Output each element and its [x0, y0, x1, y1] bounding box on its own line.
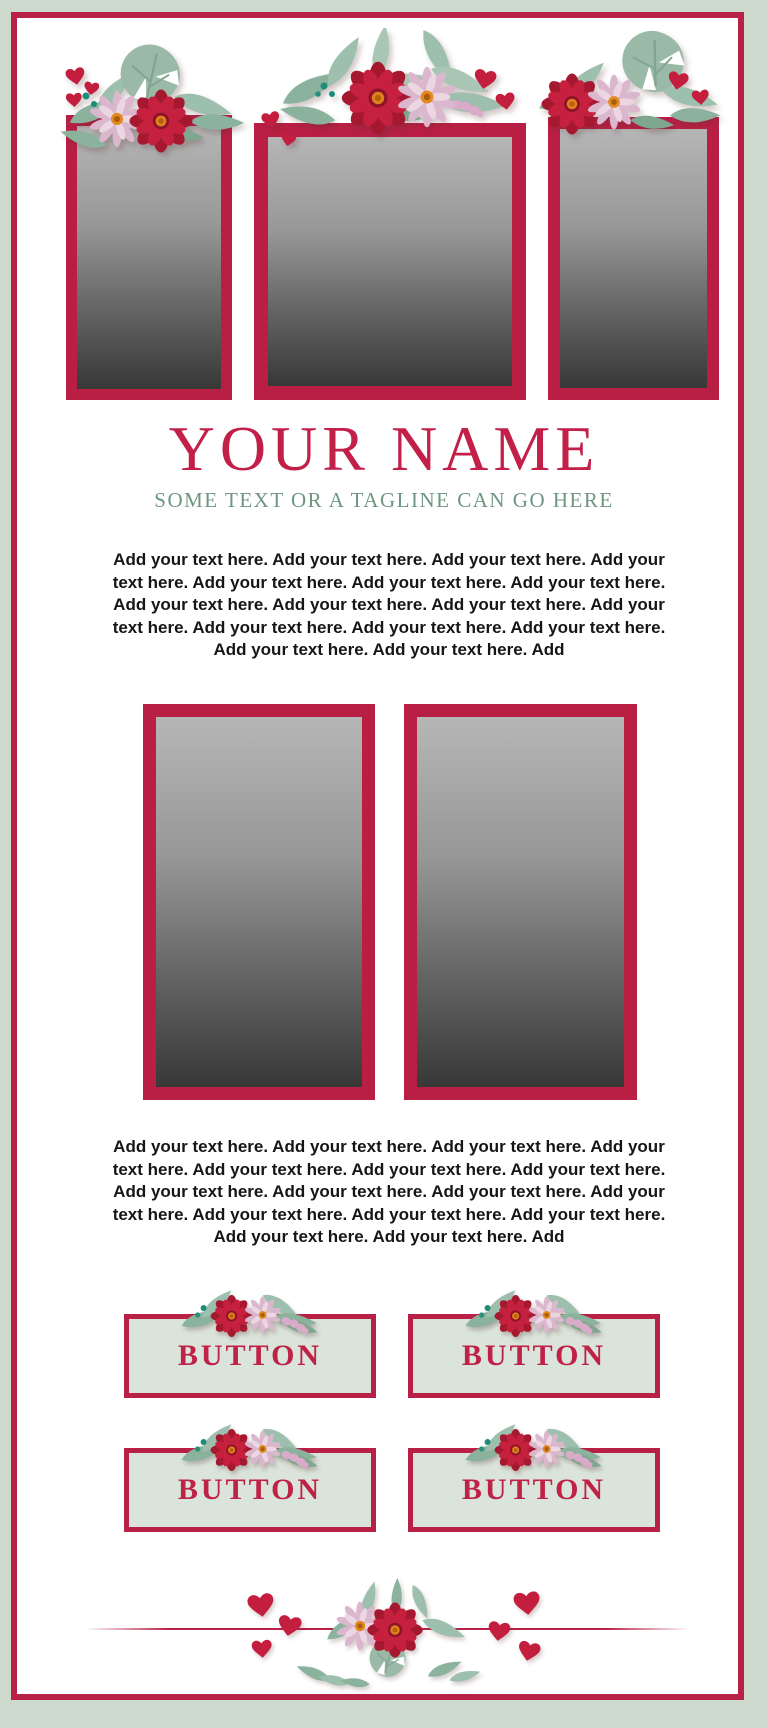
body-paragraph-1: Add your text here. Add your text here. Add your text here. Add your text here. Add your text here. Add your text here. Add your text here. Add your text here. Add your text here. Add your text here. Add your text here. Add your text here. Add your text here. Add your text here. Add your text here. Add your text here. Add — [112, 550, 666, 659]
button-label: BUTTON — [461, 1339, 607, 1372]
heart-icon — [513, 1591, 541, 1616]
heart-icon — [261, 110, 282, 129]
body-paragraph-2: Add your text here. Add your text here. Add your text here. Add your text here. Add your text here. Add your text here. Add your text here. Add your text here. Add your text here. Add your text here. Add your text here. Add your text here. Add your text here. Add your text here. Add your text here. Add your text here. Add — [112, 1137, 666, 1246]
button-2[interactable] — [408, 1314, 660, 1398]
button-3[interactable] — [124, 1448, 376, 1532]
heart-icon — [66, 92, 83, 107]
floral-cluster-center — [228, 28, 548, 153]
bud-icon — [321, 83, 328, 90]
bud-icon — [329, 91, 335, 97]
leaf-icon — [629, 113, 675, 133]
heart-icon — [247, 1592, 276, 1618]
red-dahlia-icon — [130, 90, 193, 153]
bud-icon — [91, 101, 97, 107]
floral-cluster-left — [40, 42, 255, 167]
leaf-icon — [448, 1668, 481, 1684]
floral-cluster-right — [520, 28, 735, 153]
leaf-icon — [670, 107, 721, 124]
photo-frame-5 — [404, 704, 637, 1100]
heart-icon — [65, 67, 87, 87]
bud-icon — [83, 93, 90, 100]
page-tagline: SOME TEXT OR A TAGLINE CAN GO HERE — [154, 488, 614, 512]
photo-frame-3 — [548, 117, 719, 400]
red-dahlia-icon — [367, 1602, 422, 1657]
heart-icon — [516, 1640, 541, 1663]
footer-floral-decoration — [230, 1578, 550, 1698]
button-label: BUTTON — [177, 1473, 323, 1506]
heart-icon — [277, 1614, 303, 1638]
heart-icon — [251, 1639, 272, 1658]
heart-icon — [495, 92, 516, 111]
button-label: BUTTON — [461, 1473, 607, 1506]
leaf-icon — [278, 100, 336, 130]
photo-frame-4 — [143, 704, 375, 1100]
red-dahlia-icon — [541, 73, 602, 134]
leaf-icon — [340, 1676, 371, 1689]
red-dahlia-icon — [342, 62, 415, 135]
heart-icon — [487, 1621, 511, 1643]
heart-icon — [280, 132, 297, 147]
button-4[interactable] — [408, 1448, 660, 1532]
button-1[interactable] — [124, 1314, 376, 1398]
button-label: BUTTON — [177, 1339, 323, 1372]
page-title: YOUR NAME — [168, 413, 600, 484]
photo-frame-2 — [254, 123, 526, 400]
bud-icon — [315, 91, 321, 97]
